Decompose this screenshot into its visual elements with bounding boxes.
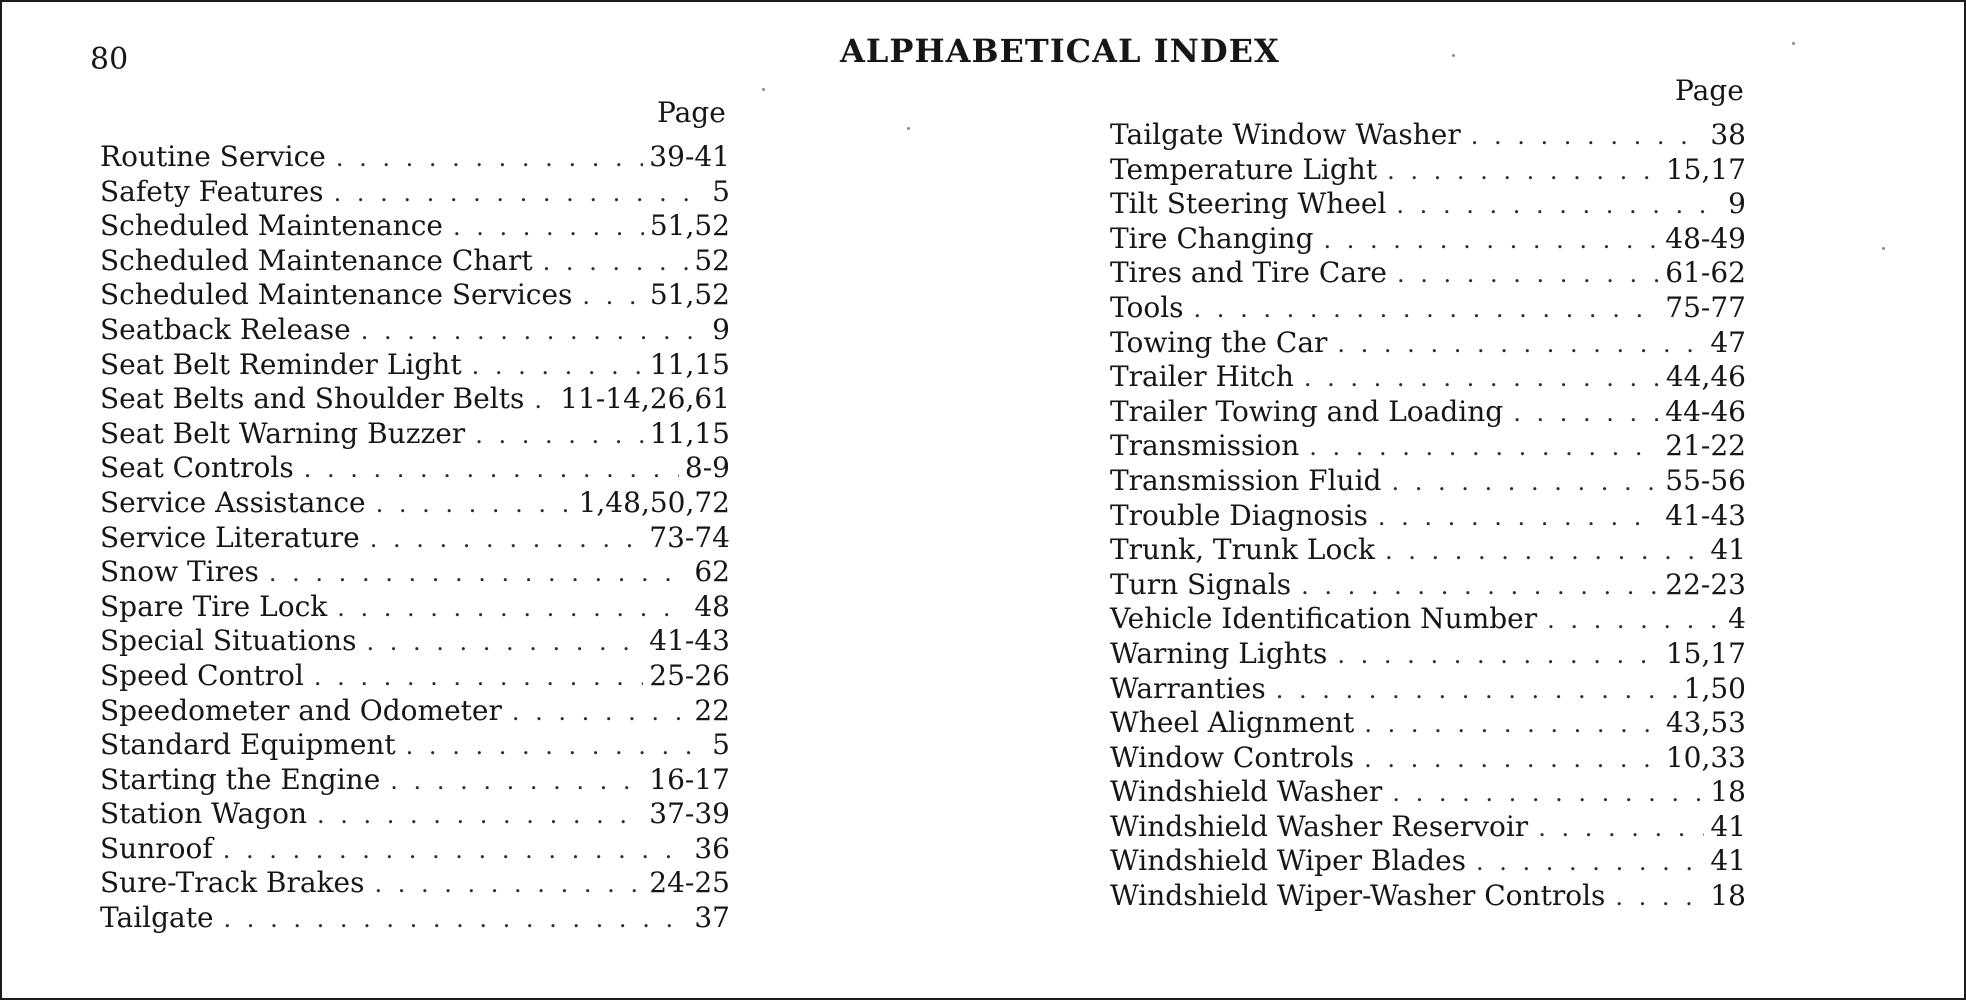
dot-leader — [534, 386, 554, 414]
entry-pages: 1,50 — [1683, 671, 1746, 705]
dot-leader — [1547, 606, 1722, 634]
index-entry — [100, 590, 730, 625]
entry-pages: 10,33 — [1665, 740, 1746, 774]
entry-pages: 36 — [694, 831, 730, 865]
entry-pages: 75-77 — [1665, 290, 1746, 324]
entry-label: Towing the Car — [1110, 325, 1328, 359]
dot-leader — [223, 836, 689, 864]
index-entry — [1110, 741, 1746, 776]
entry-pages: 24-25 — [649, 866, 730, 900]
entry-pages: 18 — [1710, 775, 1746, 809]
index-entry — [100, 486, 730, 521]
entry-pages: 73-74 — [649, 520, 730, 554]
entry-pages: 11,15 — [649, 347, 730, 381]
index-entry — [100, 624, 730, 659]
index-entry — [1110, 672, 1746, 707]
index-entry — [1110, 602, 1746, 637]
entry-label: Service Assistance — [100, 485, 366, 519]
index-entry — [100, 313, 730, 348]
entry-pages: 48-49 — [1665, 221, 1746, 255]
index-entry — [100, 209, 730, 244]
entry-label: Seat Belts and Shoulder Belts — [100, 382, 525, 416]
entry-label: Warranties — [1110, 671, 1266, 705]
entry-label: Seat Belt Reminder Light — [100, 347, 462, 381]
dot-leader — [453, 213, 644, 241]
entry-label: Temperature Light — [1110, 152, 1378, 186]
entry-label: Spare Tire Lock — [100, 589, 328, 623]
entry-label: Tire Changing — [1110, 221, 1314, 255]
dot-leader — [406, 732, 707, 760]
entry-pages: 43,53 — [1665, 706, 1746, 740]
dot-leader — [334, 179, 707, 207]
dot-leader — [1391, 468, 1659, 496]
index-entry — [1110, 153, 1746, 188]
dot-leader — [370, 525, 644, 553]
dot-leader — [336, 144, 643, 172]
entry-pages: 11-14,26,61 — [560, 382, 730, 416]
entry-pages: 16-17 — [649, 762, 730, 796]
entry-label: Windshield Wiper-Washer Controls — [1110, 879, 1606, 913]
index-entry — [1110, 533, 1746, 568]
dot-leader — [543, 248, 689, 276]
dot-leader — [1397, 260, 1659, 288]
paper-speck — [1792, 42, 1795, 45]
index-entry — [100, 521, 730, 556]
entry-pages: 41 — [1710, 809, 1746, 843]
dot-leader — [1385, 537, 1704, 565]
index-entry — [100, 451, 730, 486]
entry-pages: 37 — [694, 901, 730, 935]
entry-label: Vehicle Identification Number — [1110, 602, 1538, 636]
entry-label: Trailer Hitch — [1110, 360, 1294, 394]
dot-leader — [1396, 191, 1722, 219]
dot-leader — [1387, 157, 1660, 185]
entry-pages: 41-43 — [1665, 498, 1746, 532]
index-entry — [100, 832, 730, 867]
entry-label: Warning Lights — [1110, 636, 1328, 670]
entry-pages: 47 — [1710, 325, 1746, 359]
index-entry — [1110, 810, 1746, 845]
index-entry — [1110, 844, 1746, 879]
index-entry — [100, 763, 730, 798]
index-entry — [100, 140, 730, 175]
dot-leader — [1301, 572, 1659, 600]
index-entry — [1110, 879, 1746, 914]
entry-label: Windshield Washer — [1110, 775, 1383, 809]
index-entry — [1110, 222, 1746, 257]
index-entry — [1110, 706, 1746, 741]
entry-label: Standard Equipment — [100, 728, 396, 762]
dot-leader — [361, 317, 706, 345]
dot-leader — [1378, 503, 1659, 531]
entry-label: Service Literature — [100, 520, 360, 554]
dot-leader — [1337, 641, 1659, 669]
entry-label: Routine Service — [100, 140, 326, 173]
entry-label: Windshield Wiper Blades — [1110, 844, 1467, 878]
right-column-page-header: Page — [1675, 74, 1744, 107]
entry-label: Scheduled Maintenance Chart — [100, 243, 533, 277]
entry-pages: 37-39 — [649, 797, 730, 831]
dot-leader — [304, 455, 679, 483]
paper-speck — [1452, 54, 1455, 57]
index-entry — [1110, 429, 1746, 464]
entry-pages: 48 — [694, 589, 730, 623]
entry-pages: 8-9 — [684, 451, 730, 485]
entry-label: Turn Signals — [1110, 567, 1292, 601]
entry-pages: 41-43 — [649, 624, 730, 658]
entry-label: Window Controls — [1110, 740, 1355, 774]
entry-label: Wheel Alignment — [1110, 706, 1355, 740]
entry-pages: 51,52 — [649, 278, 730, 312]
entry-label: Seatback Release — [100, 312, 351, 346]
index-entry — [1110, 326, 1746, 361]
entry-pages: 25-26 — [649, 658, 730, 692]
index-entry — [100, 797, 730, 832]
entry-label: Trunk, Trunk Lock — [1110, 533, 1375, 567]
dot-leader — [317, 801, 643, 829]
dot-leader — [366, 628, 643, 656]
entry-pages: 9 — [712, 312, 730, 346]
entry-pages: 21-22 — [1665, 429, 1746, 463]
entry-pages: 4 — [1728, 602, 1746, 636]
index-entry — [1110, 775, 1746, 810]
entry-label: Sure-Track Brakes — [100, 866, 365, 900]
entry-pages: 52 — [694, 243, 730, 277]
entry-pages: 41 — [1710, 844, 1746, 878]
index-entry — [100, 244, 730, 279]
entry-pages: 44,46 — [1665, 360, 1746, 394]
dot-leader — [1392, 779, 1704, 807]
index-entry — [1110, 499, 1746, 534]
entry-label: Speedometer and Odometer — [100, 693, 502, 727]
dot-leader — [1364, 710, 1660, 738]
entry-label: Scheduled Maintenance Services — [100, 278, 573, 312]
entry-pages: 39-41 — [649, 140, 730, 173]
index-entry — [100, 278, 730, 313]
entry-label: Transmission — [1110, 429, 1300, 463]
index-entry — [100, 382, 730, 417]
index-entry — [100, 659, 730, 694]
index-entry — [1110, 256, 1746, 291]
entry-label: Snow Tires — [100, 555, 259, 589]
entry-pages: 44-46 — [1665, 394, 1746, 428]
dot-leader — [337, 594, 688, 622]
dot-leader — [582, 282, 643, 310]
index-entry — [100, 901, 730, 936]
entry-pages: 18 — [1710, 879, 1746, 913]
dot-leader — [475, 421, 644, 449]
left-index-column — [100, 140, 730, 936]
index-entry — [1110, 360, 1746, 395]
entry-pages: 61-62 — [1665, 256, 1746, 290]
entry-pages: 5 — [712, 174, 730, 208]
right-index-column — [1110, 118, 1746, 914]
entry-label: Trailer Towing and Loading — [1110, 394, 1504, 428]
dot-leader — [1471, 122, 1705, 150]
dot-leader — [1324, 226, 1660, 254]
dot-leader — [376, 490, 573, 518]
entry-label: Tailgate Window Washer — [1110, 118, 1461, 151]
index-entry — [100, 866, 730, 901]
dot-leader — [512, 698, 688, 726]
dot-leader — [1337, 330, 1704, 358]
entry-label: Trouble Diagnosis — [1110, 498, 1368, 532]
dot-leader — [1538, 814, 1704, 842]
entry-label: Tires and Tire Care — [1110, 256, 1387, 290]
dot-leader — [314, 663, 643, 691]
entry-label: Safety Features — [100, 174, 324, 208]
index-entry — [1110, 395, 1746, 430]
left-column-page-header: Page — [657, 96, 726, 129]
paper-speck — [907, 127, 910, 130]
dot-leader — [1364, 745, 1660, 773]
dot-leader — [1194, 295, 1660, 323]
index-entry — [1110, 118, 1746, 153]
dot-leader — [1304, 364, 1660, 392]
paper-speck — [762, 88, 765, 91]
entry-label: Sunroof — [100, 831, 213, 865]
dot-leader — [390, 767, 643, 795]
index-entry — [100, 348, 730, 383]
entry-label: Station Wagon — [100, 797, 307, 831]
entry-label: Seat Controls — [100, 451, 294, 485]
entry-pages: 15,17 — [1665, 636, 1746, 670]
entry-label: Windshield Washer Reservoir — [1110, 809, 1529, 843]
dot-leader — [375, 870, 644, 898]
index-entry — [1110, 187, 1746, 222]
index-entry — [1110, 568, 1746, 603]
dot-leader — [1309, 433, 1659, 461]
dot-leader — [224, 905, 689, 933]
dot-leader — [1276, 676, 1678, 704]
entry-pages: 51,52 — [649, 209, 730, 243]
index-entry — [100, 175, 730, 210]
dot-leader — [1476, 848, 1704, 876]
entry-pages: 38 — [1710, 118, 1746, 151]
paper-speck — [1882, 247, 1885, 250]
entry-label: Tailgate — [100, 901, 214, 935]
index-entry — [1110, 637, 1746, 672]
page-number: 80 — [90, 42, 129, 77]
index-entry — [100, 728, 730, 763]
entry-pages: 11,15 — [649, 416, 730, 450]
index-entry — [100, 417, 730, 452]
entry-label: Tilt Steering Wheel — [1110, 187, 1387, 221]
index-entry — [1110, 291, 1746, 326]
entry-label: Special Situations — [100, 624, 357, 658]
entry-pages: 41 — [1710, 533, 1746, 567]
entry-label: Speed Control — [100, 658, 304, 692]
entry-pages: 62 — [694, 555, 730, 589]
dot-leader — [472, 352, 644, 380]
entry-pages: 22-23 — [1665, 567, 1746, 601]
dot-leader — [1615, 883, 1704, 911]
page-title: ALPHABETICAL INDEX — [840, 32, 1280, 70]
entry-label: Scheduled Maintenance — [100, 209, 443, 243]
entry-pages: 22 — [694, 693, 730, 727]
dot-leader — [1513, 399, 1659, 427]
entry-pages: 1,48,50,72 — [578, 485, 730, 519]
entry-pages: 9 — [1728, 187, 1746, 221]
entry-pages: 55-56 — [1665, 463, 1746, 497]
index-entry — [100, 555, 730, 590]
entry-label: Tools — [1110, 290, 1184, 324]
index-entry — [1110, 464, 1746, 499]
entry-label: Seat Belt Warning Buzzer — [100, 416, 466, 450]
entry-label: Transmission Fluid — [1110, 463, 1382, 497]
entry-label: Starting the Engine — [100, 762, 381, 796]
index-entry — [100, 694, 730, 729]
entry-pages: 15,17 — [1665, 152, 1746, 186]
dot-leader — [269, 559, 688, 587]
entry-pages: 5 — [712, 728, 730, 762]
